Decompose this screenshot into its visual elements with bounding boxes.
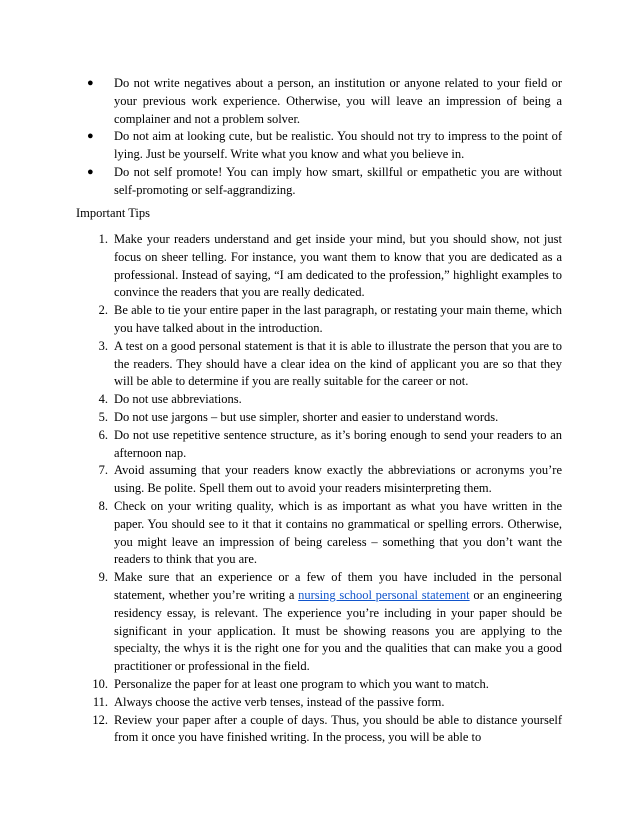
tip-text: A test on a good personal statement is that it is able to illustrate the person that you are to the readers. They should have a clear idea on the kind of applicant you are so that they will be able to determine if you are really suitable for the career or not.: [114, 338, 562, 389]
tip-number: 8.: [98, 498, 108, 513]
tip-number: 6.: [98, 427, 108, 442]
tip-number: 1.: [98, 232, 108, 246]
tip-text: Do not use jargons – but use simpler, shorter and easier to understand words.: [114, 409, 499, 424]
bullet-text: Do not self promote! You can imply how smart, skillful or empathetic you are without self-promoting or self-aggrandizing.: [114, 164, 562, 197]
tip-text: Always choose the active verb tenses, instead of the passive form.: [114, 694, 445, 709]
tip-item: [76, 231, 562, 302]
tip-item: [76, 338, 562, 391]
bullet-list: [76, 75, 562, 200]
tip-item: [76, 712, 562, 748]
tip-number: 10.: [92, 676, 108, 691]
tip-number: 12.: [92, 712, 108, 727]
tip-text: Do not use repetitive sentence structure, as it’s boring enough to send your readers to an afternoon nap.: [114, 427, 562, 460]
tip-number: 3.: [98, 338, 108, 353]
bullet-icon: ●: [87, 130, 94, 143]
tip-item: [76, 676, 562, 694]
tip-text: Be able to tie your entire paper in the last paragraph, or restating your main theme, which you have talked about in the introduction.: [114, 303, 562, 335]
tip-number: 2.: [98, 303, 108, 318]
tip-number: 4.: [98, 392, 108, 407]
bullet-item: [76, 75, 562, 128]
bullet-item: [76, 164, 562, 200]
tip-text: Do not use abbreviations.: [114, 392, 242, 407]
nursing-statement-link[interactable]: nursing school personal statement: [298, 587, 470, 602]
tip-text: Make your readers understand and get inside your mind, but you should show, not just focus on sheer telling. For instance, you want them to know that you are dedicated as a professional. Instead of saying, “I am dedicated to the profession,” highlight examples to convince the readers that you are really dedicated.: [114, 232, 562, 300]
bullet-icon: ●: [87, 165, 94, 178]
tip-item: [76, 302, 562, 338]
tip-number: 9.: [98, 570, 108, 585]
tip-item: [76, 462, 562, 498]
tip-item: [76, 427, 562, 463]
tip-number: 7.: [98, 463, 108, 478]
bullet-text: Do not write negatives about a person, an institution or anyone related to your field or your previous work experience. Otherwise, you will leave an impression of being a complainer and not a problem solver.: [114, 76, 562, 126]
tip-item: [76, 569, 562, 676]
tip-text: Personalize the paper for at least one program to which you want to match.: [114, 676, 489, 691]
tip-text-post: or an engineering residency essay, is relevant. The experience you’re including in your paper should be significant in your application. It must be showing reasons you are applying to the specialty, the whys it is the right one for you and the qualities that can make you a good practitioner or professional in the field.: [114, 587, 562, 674]
bullet-item: [76, 128, 562, 164]
tip-text: Check on your writing quality, which is as important as what you have written in the paper. You should see to it that it contains no grammatical or spelling errors. Otherwise, you might leave an impression of being careless – something that you don’t want the readers to think that you are.: [114, 498, 562, 567]
tip-text-pre: Make sure that an experience or a few of them you have included in the personal statement, whether you’re writing a: [114, 570, 562, 602]
tip-text: Review your paper after a couple of days. Thus, you should be able to distance yourself from it once you have finished writing. In the process, you will be able to: [114, 712, 562, 745]
tip-item: [76, 409, 562, 427]
tip-item: [76, 694, 562, 712]
section-heading: Important Tips: [76, 206, 150, 220]
bullet-text: Do not aim at looking cute, but be realistic. You should not try to impress to the point of lying. Just be yourself. Write what you know and what you believe in.: [114, 129, 562, 162]
tip-number: 11.: [92, 694, 108, 709]
bullet-icon: ●: [87, 77, 94, 89]
tip-item: [76, 498, 562, 569]
tip-text: [114, 570, 562, 673]
tip-text: Avoid assuming that your readers know exactly the abbreviations or acronyms you’re using. Be polite. Spell them out to avoid your readers misinterpreting them.: [114, 463, 562, 496]
tip-number: 5.: [98, 409, 108, 424]
tips-list: [76, 231, 562, 747]
tip-item: [76, 391, 562, 409]
